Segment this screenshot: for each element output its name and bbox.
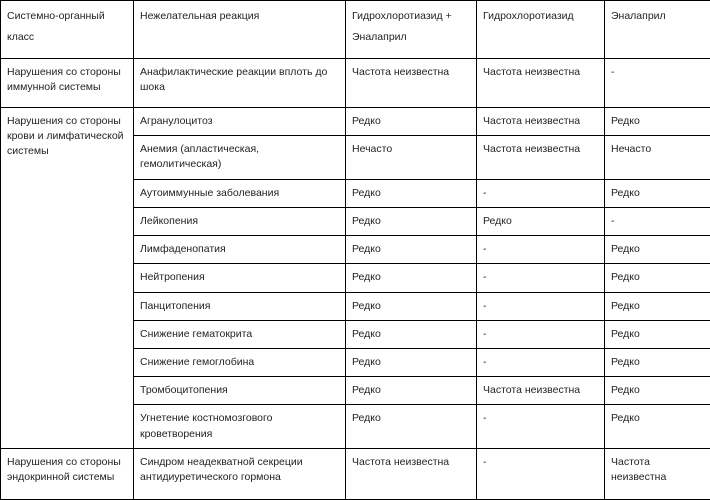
combo-cell: Редко xyxy=(346,377,477,405)
column-header-enalapril: Эналаприл xyxy=(605,1,710,59)
reaction-cell: Анемия (апластическая, гемолитическая) xyxy=(134,136,346,179)
combo-cell: Частота неизвестна xyxy=(346,59,477,108)
hctz-cell: - xyxy=(477,405,605,448)
reaction-cell: Аутоиммунные заболевания xyxy=(134,179,346,207)
table-row xyxy=(1,448,710,499)
combo-cell: Редко xyxy=(346,405,477,448)
combo-cell: Редко xyxy=(346,292,477,320)
reaction-cell: Тромбоцитопения xyxy=(134,377,346,405)
enalapril-cell: Редко xyxy=(605,236,710,264)
hctz-cell: - xyxy=(477,179,605,207)
combo-cell: Редко xyxy=(346,236,477,264)
hctz-cell: Частота неизвестна xyxy=(477,377,605,405)
enalapril-cell: Нечасто xyxy=(605,136,710,179)
reaction-cell: Снижение гематокрита xyxy=(134,320,346,348)
column-header-hctz: Гидрохлоротиазид xyxy=(477,1,605,59)
combo-cell: Нечасто xyxy=(346,136,477,179)
enalapril-cell: - xyxy=(605,59,710,108)
hctz-cell: - xyxy=(477,264,605,292)
enalapril-cell: Редко xyxy=(605,179,710,207)
table-header-row xyxy=(1,1,710,59)
combo-cell: Редко xyxy=(346,264,477,292)
hctz-cell: - xyxy=(477,448,605,499)
enalapril-cell: Частота неизвестна xyxy=(605,448,710,499)
column-header-combo: Гидрохлоротиазид + Эналаприл xyxy=(346,1,477,59)
enalapril-cell: Редко xyxy=(605,264,710,292)
soc-cell: Нарушения со стороны иммунной системы xyxy=(1,59,134,108)
reaction-cell: Анафилактические реакции вплоть до шока xyxy=(134,59,346,108)
enalapril-cell: Редко xyxy=(605,108,710,136)
reaction-cell: Синдром неадекватной секреции антидиуретического гормона xyxy=(134,448,346,499)
hctz-cell: - xyxy=(477,320,605,348)
hctz-cell: Частота неизвестна xyxy=(477,108,605,136)
enalapril-cell: Редко xyxy=(605,405,710,448)
soc-cell: Нарушения со стороны эндокринной системы xyxy=(1,448,134,499)
combo-cell: Редко xyxy=(346,108,477,136)
reaction-cell: Угнетение костномозгового кроветворения xyxy=(134,405,346,448)
table-row xyxy=(1,108,710,136)
hctz-cell: - xyxy=(477,236,605,264)
reaction-cell: Нейтропения xyxy=(134,264,346,292)
reaction-cell: Лейкопения xyxy=(134,207,346,235)
reaction-cell: Агранулоцитоз xyxy=(134,108,346,136)
hctz-cell: - xyxy=(477,348,605,376)
enalapril-cell: Редко xyxy=(605,348,710,376)
column-header-soc: Системно-органный класс xyxy=(1,1,134,59)
reaction-cell: Снижение гемоглобина xyxy=(134,348,346,376)
reaction-cell: Панцитопения xyxy=(134,292,346,320)
hctz-cell: - xyxy=(477,292,605,320)
enalapril-cell: - xyxy=(605,207,710,235)
enalapril-cell: Редко xyxy=(605,320,710,348)
column-header-reaction: Нежелательная реакция xyxy=(134,1,346,59)
combo-cell: Редко xyxy=(346,207,477,235)
combo-cell: Частота неизвестна xyxy=(346,448,477,499)
enalapril-cell: Редко xyxy=(605,292,710,320)
soc-cell: Нарушения со стороны крови и лимфатической системы xyxy=(1,108,134,449)
combo-cell: Редко xyxy=(346,348,477,376)
combo-cell: Редко xyxy=(346,320,477,348)
hctz-cell: Редко xyxy=(477,207,605,235)
enalapril-cell: Редко xyxy=(605,377,710,405)
hctz-cell: Частота неизвестна xyxy=(477,136,605,179)
hctz-cell: Частота неизвестна xyxy=(477,59,605,108)
table-row xyxy=(1,59,710,108)
reaction-cell: Лимфаденопатия xyxy=(134,236,346,264)
combo-cell: Редко xyxy=(346,179,477,207)
